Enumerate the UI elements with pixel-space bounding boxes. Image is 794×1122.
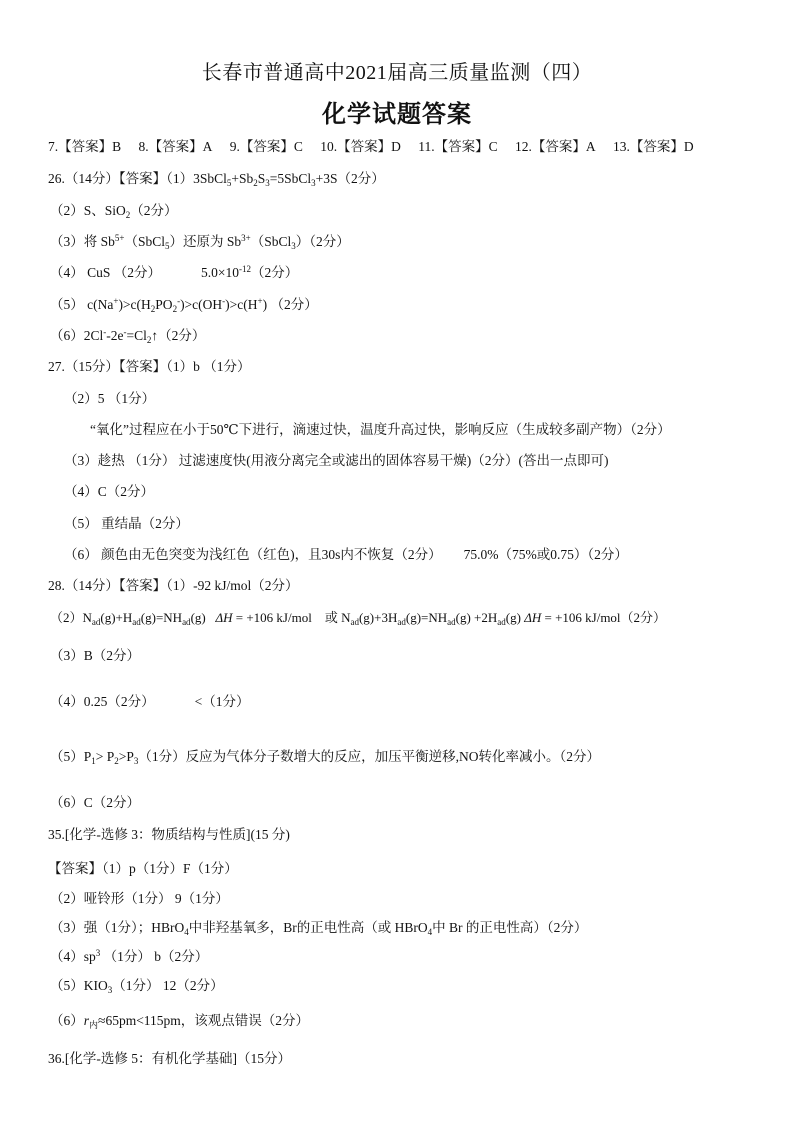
q27-part2: （2）5 （1分） [64, 391, 156, 406]
q28-part2 [50, 609, 666, 627]
text: （1分） 12（2分） [112, 978, 224, 993]
subscript: 3 [291, 241, 296, 251]
q26-part3 [50, 233, 350, 251]
q26-part1 [48, 170, 385, 188]
text: ）还原为 Sb [169, 234, 242, 249]
superscript: 3 [95, 948, 101, 958]
text: 中 Br 的正电性高）（2分） [432, 920, 588, 935]
text: （6）2Cl [50, 328, 104, 343]
text: )>c(H [118, 297, 151, 312]
text: （SbCl [124, 234, 165, 249]
q27-part3: （3）趁热 （1分） 过滤速度快(用液分离完全或滤出的固体容易干燥)（2分）(答出一点即可) [64, 453, 609, 468]
text: 5.0×10 [201, 265, 240, 280]
text: （1分）反应为气体分子数增大的反应，加压平衡逆移,NO转化率减小。（2分） [138, 749, 601, 764]
text: （SbCl [250, 234, 292, 249]
text: ）（2分） [295, 234, 350, 249]
text: ↑（2分） [151, 328, 206, 343]
q28-part5 [50, 748, 600, 766]
text: (g)+3H [358, 610, 398, 625]
superscript: - [123, 327, 127, 337]
subscript: 内 [89, 1020, 99, 1030]
text: 或 N [324, 610, 351, 625]
text: (g) [505, 610, 525, 625]
subscript: 1 [91, 756, 96, 766]
q26-part5 [50, 296, 318, 314]
text: （5） c(Na [50, 297, 114, 312]
subscript: 2 [114, 756, 119, 766]
text: )>c(OH [180, 297, 223, 312]
text: （4）sp [50, 949, 96, 964]
subscript: 3 [107, 985, 113, 995]
superscript: 5+ [114, 233, 125, 243]
text: ΔH [524, 610, 542, 625]
subscript: ad [132, 617, 141, 627]
multiple-choice-answers [48, 138, 694, 156]
text: 3SbCl [193, 171, 227, 186]
text: （6） [50, 1013, 84, 1028]
answer-9: 9.【答案】C [229, 139, 303, 154]
subscript: 2 [146, 335, 152, 345]
q35-part2: （2）哑铃形（1分） 9（1分） [50, 891, 229, 906]
text: 75.0%（75%或0.75）（2分） [463, 547, 628, 562]
subscript: 3 [311, 178, 316, 188]
subscript: ad [182, 617, 191, 627]
subscript: 3 [133, 756, 139, 766]
subscript: ad [91, 617, 101, 627]
q26-part2 [50, 202, 178, 220]
superscript: -12 [239, 264, 252, 274]
q35-part1: 【答案】（1）p（1分）F（1分） [48, 861, 238, 876]
q26-head: 26.（14分）【答案】（1） [48, 171, 194, 186]
text: （4）0.25（2分） [50, 694, 155, 709]
text: （5）KIO [50, 978, 108, 993]
text: <（1分） [194, 694, 250, 709]
answer-8: 8.【答案】A [138, 139, 213, 154]
subscript: 4 [184, 927, 189, 937]
text: (g)=NH [405, 610, 448, 625]
answer-12: 12.【答案】A [515, 139, 596, 154]
text: （6） 颜色由无色突变为浅红色（红色)，且30s内不恢复（2分） [64, 547, 442, 562]
q28-part3: （3）B（2分） [50, 648, 141, 663]
subscript: 5 [164, 241, 170, 251]
text: = +106 kJ/mol（2分） [541, 610, 667, 625]
q27-part2-note: “氧化”过程应在小于50℃下进行，滴速过快，温度升高过快，影响反应（生成较多副产物）（2分） [90, 422, 671, 437]
q35-part5 [50, 977, 224, 995]
text: =5SbCl [269, 171, 312, 186]
text: （5）P [50, 749, 92, 764]
text: +Sb [231, 171, 254, 186]
text: （2分） [251, 265, 299, 280]
text: 中非羟基氧多，Br的正电性高（或 HBrO [188, 920, 428, 935]
text: （2）S、SiO [50, 203, 126, 218]
subscript: ad [497, 617, 506, 627]
subscript: 2 [125, 210, 131, 220]
text: =Cl [126, 328, 147, 343]
subscript: ad [447, 617, 456, 627]
q28-part1: 28.（14分）【答案】（1）-92 kJ/mol（2分） [48, 578, 299, 593]
page-subtitle: 化学试题答案 [322, 102, 472, 128]
subscript: 2 [253, 178, 258, 188]
answer-7: 7.【答案】B [48, 139, 122, 154]
superscript: + [257, 296, 263, 306]
answer-11: 11.【答案】C [418, 139, 498, 154]
q26-part6 [50, 327, 205, 345]
answer-10: 10.【答案】D [320, 139, 401, 154]
text: （2分） [130, 203, 178, 218]
q35-part3 [50, 919, 587, 937]
text: )>c(H [225, 297, 258, 312]
subscript: 2 [172, 304, 178, 314]
subscript: 5 [226, 178, 232, 188]
text: (g)+H [100, 610, 133, 625]
subscript: 4 [427, 927, 433, 937]
text: ) （2分） [262, 297, 318, 312]
superscript: - [177, 296, 181, 306]
subscript: 2 [150, 304, 156, 314]
q27-part5: （5） 重结晶（2分） [64, 516, 189, 531]
text: （1分） b（2分） [100, 949, 209, 964]
text: +3S（2分） [315, 171, 385, 186]
text: （4） CuS （2分） [50, 265, 162, 280]
text: > P [95, 749, 115, 764]
q35-part6 [50, 1012, 309, 1030]
text: -2e [106, 328, 124, 343]
q26-part4 [50, 264, 298, 282]
text: PO [155, 297, 173, 312]
subscript: 3 [265, 178, 270, 188]
text: (g)=NH [140, 610, 183, 625]
text: (g) +2H [455, 610, 498, 625]
q27-part4: （4）C（2分） [64, 484, 155, 499]
text: （2）N [50, 610, 92, 625]
q27-part1: 27.（15分）【答案】（1）b （1分） [48, 359, 251, 374]
text: （3）强（1分）；HBrO [50, 920, 185, 935]
q35-part4 [50, 948, 208, 966]
q28-part4 [50, 693, 250, 711]
superscript: + [113, 296, 119, 306]
q27-part6 [64, 546, 628, 564]
q28-part6: （6）C（2分） [50, 795, 141, 810]
text: >P [118, 749, 134, 764]
text: r [83, 1013, 90, 1028]
text: = +106 kJ/mol [232, 610, 312, 625]
subscript: ad [350, 617, 359, 627]
superscript: 3+ [241, 233, 251, 243]
text: ΔH [215, 610, 233, 625]
q35-head: 35.[化学-选修 3：物质结构与性质](15 分) [48, 827, 290, 842]
q36-head: 36.[化学-选修 5：有机化学基础]（15分） [48, 1051, 291, 1066]
text: S [257, 171, 266, 186]
subscript: ad [397, 617, 406, 627]
answer-13: 13.【答案】D [613, 139, 694, 154]
page-title: 长春市普通高中2021届高三质量监测（四） [201, 62, 593, 84]
text: （3）将 Sb [50, 234, 115, 249]
superscript: - [222, 296, 226, 306]
superscript: - [103, 327, 107, 337]
text: (g) [190, 610, 206, 625]
text: ≈65pm<115pm，该观点错误（2分） [98, 1013, 310, 1028]
